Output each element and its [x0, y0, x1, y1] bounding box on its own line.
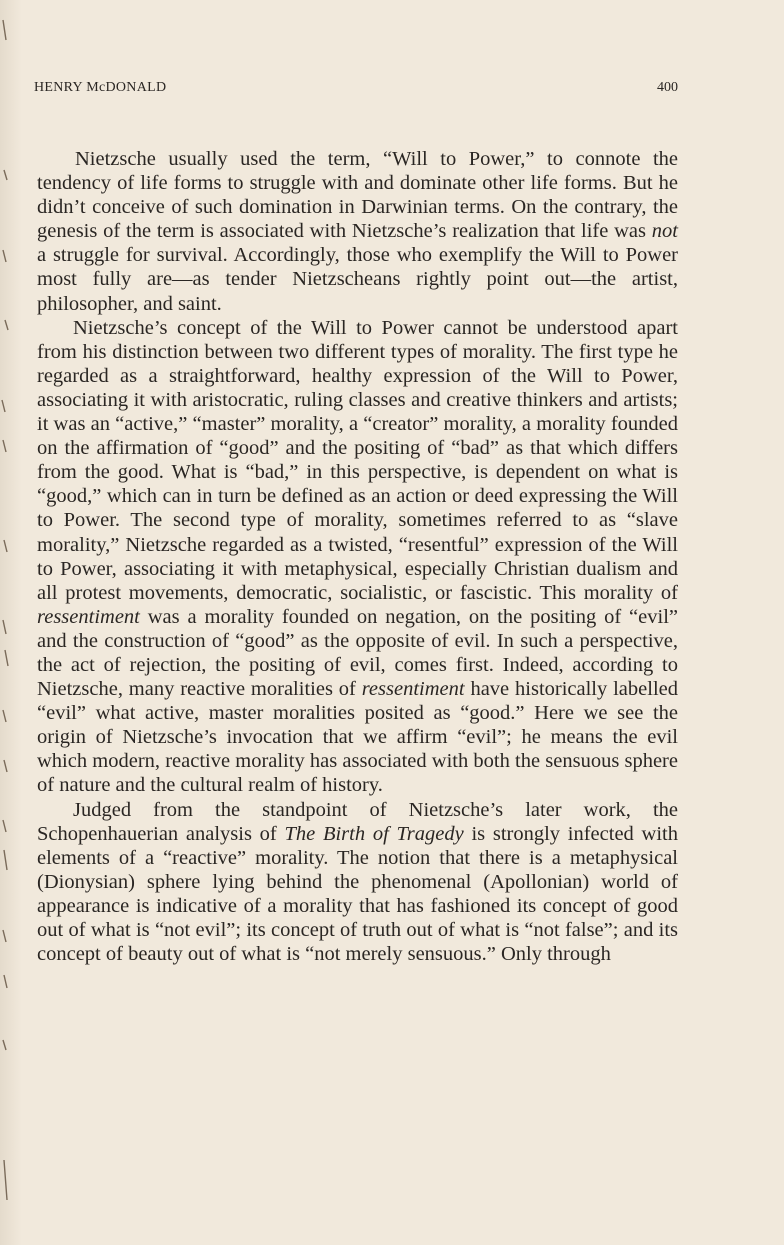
body-text: [37, 147, 678, 966]
running-head-author: HENRY McDONALD: [34, 80, 167, 95]
text-run: was a morality founded on negation, on the positing of “evil” and the construction of “good” as the opposite of evil. In such a perspective, the act of rejection, the positing of evil, comes first. Indeed, according to Nietzsche, many reactive moralities of: [37, 605, 678, 701]
text-run: Nietzsche usually used the term, “Will to Power,” to connote the tendency of life forms to struggle with and dominate other life forms. But he didn’t conceive of such domination in Darwinian terms. On the contrary, the genesis of the term is associated with Nietzsche’s realization that life was: [37, 148, 678, 243]
text-run: is strongly infected with elements of a “reactive” morality. The notion that there is a metaphysical (Dionysian) sphere lying behind the phenomenal (Apollonian) world of appearance is indicative of a morality that has fashioned its concept of good out of what is “not evil”; its concept of truth out of what is “not false”; and its concept of beauty out of what is “not merely sensuous.” Only through: [37, 822, 678, 966]
text-run: have historically labelled “evil” what active, master moralities posited as “good.” Here we see the origin of Nietzsche’s invocation that we affirm “evil”; he means the evil which modern, reactive morality has associated with both the sensuous sphere of nature and the cultural realm of history.: [37, 678, 678, 797]
text-run: a struggle for survival. Accordingly, those who exemplify the Will to Power most fully are—as tender Nietzscheans rightly point out—the artist, philosopher, and saint.: [37, 244, 678, 315]
paragraph: [37, 147, 678, 316]
italic-run: ressentiment: [37, 605, 140, 628]
paragraph: [37, 316, 678, 798]
text-run: Nietzsche’s concept of the Will to Power cannot be understood apart from his distinction between two different types of morality. The first type he regarded as a straightforward, healthy expression of the Will to Power, associating it with aristocratic, ruling classes and creative thinkers and artists; it was an “active,” “master” morality, a “creator” morality, a morality founded on the affirmation of “good” and the positing of “bad” as that which differs from the good. What is “bad,” in this perspective, is dependent on what is “good,” which can in turn be defined as an action or deed expressing the Will to Power. The second type of morality, sometimes referred to as “slave morality,” Nietzsche regarded as a twisted, “resentful” expression of the Will to Power, associating it with metaphysical, especially Christian dualism and all protest movements, democratic, socialistic, or fascistic. This morality of: [37, 316, 678, 604]
italic-run: ressentiment: [361, 678, 465, 701]
page-number: 400: [657, 80, 678, 95]
italic-run: The Birth of Tragedy: [284, 822, 464, 845]
running-head: [34, 80, 678, 100]
binding-thread-marks: [0, 0, 14, 1245]
paragraph: [37, 798, 678, 967]
italic-run: not: [651, 220, 678, 243]
text-run: Judged from the standpoint of Nietzsche’s later work, the Schopenhauerian analysis of: [37, 798, 678, 845]
